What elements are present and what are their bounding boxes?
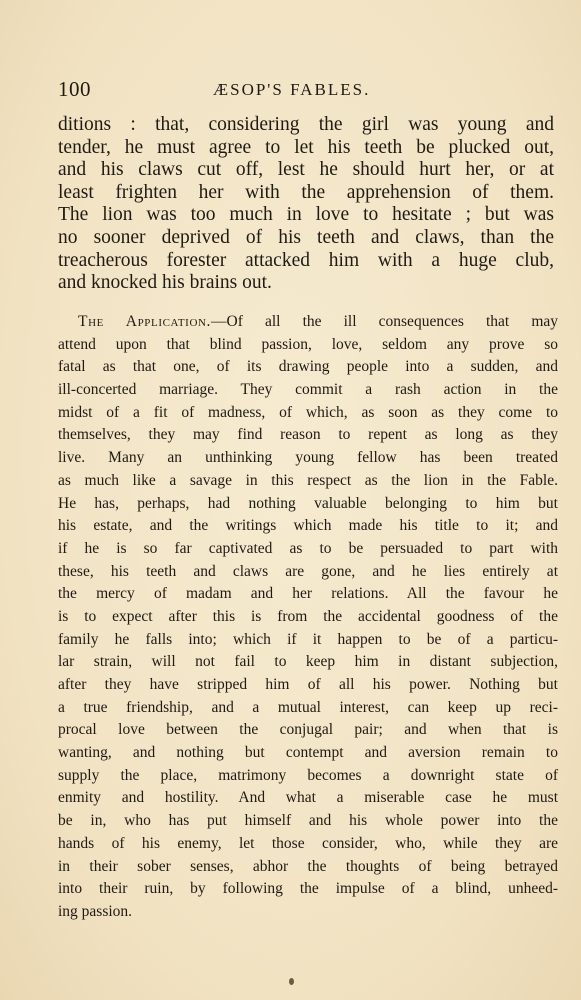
application-line: in their sober senses, abhor the thoughts of being betrayed [58,857,558,875]
application-line: if he is so far captivated as to be persuaded to part with [58,539,558,557]
application-line: themselves, they may find reason to repent as long as they [58,426,558,444]
page-header [58,77,524,103]
fable-line: no sooner deprived of his teeth and claws, than the [58,226,554,248]
application-line: wanting, and nothing but contempt and aversion remain to [58,744,558,762]
fable-line: tender, he must agree to let his teeth be plucked out, [58,136,554,158]
application-line: as much like a savage in this respect as the lion in the Fable. [58,471,558,489]
fable-line: ditions : that, considering the girl was young and [58,114,554,135]
application-first-line-text: —Of all the ill consequences that may [211,313,559,330]
application-line: enmity and hostility. And what a miserable case he must [58,789,558,807]
application-line: is to expect after this is from the accidental goodness of the [58,607,558,625]
application-line: midst of a fit of madness, of which, as soon as they come to [58,403,558,421]
application-first-line [58,311,558,334]
application-line: the mercy of madam and her relations. All the favour he [58,585,558,603]
application-section [58,311,558,924]
application-line: hands of his enemy, let those consider, who, while they are [58,834,558,852]
application-line: procal love between the conjugal pair; and when that is [58,721,558,739]
fable-text [58,114,554,295]
application-line: ing passion. [58,902,133,920]
page-ornament-mark [289,978,294,985]
application-line: fatal as that one, of its drawing people into a sudden, and [58,358,558,376]
fable-line: The lion was too much in love to hesitate ; but was [58,204,554,226]
application-line: live. Many an unthinking young fellow has been treated [58,449,558,467]
application-heading: The Application. [78,313,212,330]
application-line: ill-concerted marriage. They commit a rash action in the [58,381,558,399]
application-line: a true friendship, and a mutual interest, can keep up reci- [58,698,558,716]
page-number: 100 [58,77,91,101]
fable-line: and his claws cut off, lest he should hurt her, or at [58,159,554,181]
application-line: supply the place, matrimony becomes a downright state of [58,766,558,784]
application-line: lar strain, will not fail to keep him in distant subjection, [58,653,558,671]
application-line: into their ruin, by following the impulse of a blind, unheed- [58,880,558,898]
running-title: ÆSOP'S FABLES. [213,80,371,99]
fable-line: least frighten her with the apprehension of them. [58,181,554,203]
application-line: these, his teeth and claws are gone, and he lies entirely at [58,562,558,580]
application-line: his estate, and the writings which made his title to it; and [58,517,558,535]
fable-line: treacherous forester attacked him with a huge club, [58,249,554,271]
application-line: after they have stripped him of all his power. Nothing but [58,676,558,693]
application-line: family he falls into; which if it happen to be of a particu- [58,630,558,648]
application-line: He has, perhaps, had nothing valuable belonging to him but [58,494,558,512]
application-line: attend upon that blind passion, love, seldom any prove so [58,335,558,353]
fable-line: and knocked his brains out. [58,272,272,294]
application-line: be in, who has put himself and his whole power into the [58,812,558,830]
